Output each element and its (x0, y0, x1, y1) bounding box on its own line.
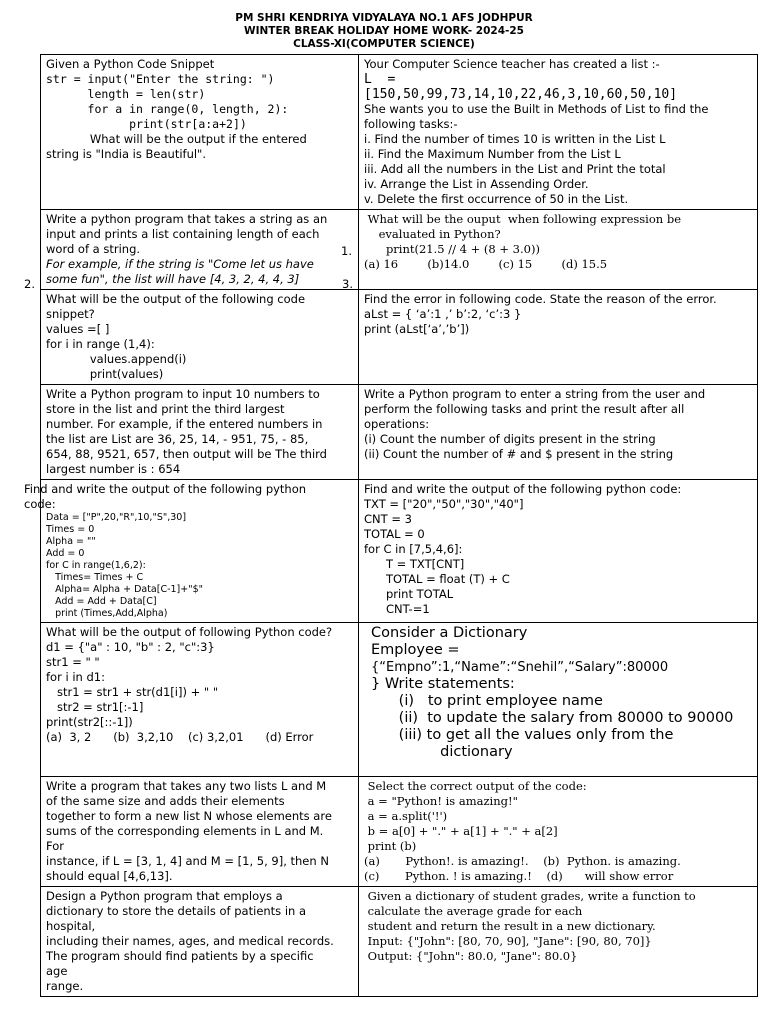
question-cell (359, 210, 758, 290)
question-cell (359, 480, 758, 623)
question-line: She wants you to use the Built in Methods of List to find the (364, 102, 709, 116)
question-line: perform the following tasks and print the result after all (364, 402, 685, 416)
table-row (41, 480, 758, 623)
code-line: values.append(i) (46, 352, 187, 366)
code-line: for C in range(1,6,2): (46, 560, 146, 571)
code-line: values =[ ] (46, 322, 110, 336)
question-line: For (46, 839, 64, 853)
question-line: hospital, (46, 919, 96, 933)
question-cell (41, 887, 359, 997)
question-line: (iii) to get all the values only from the (371, 727, 674, 743)
question-line: Your Computer Science teacher has created a list :- (364, 57, 660, 71)
question-line: v. Delete the first occurrence of 50 in the List. (364, 192, 629, 206)
code-line: TOTAL = float (T) + C (364, 572, 510, 586)
code-line: print (Times,Add,Alpha) (46, 608, 168, 619)
question-line: (ii) to update the salary from 80000 to 90000 (371, 710, 734, 726)
code-line: T = TXT[CNT] (364, 557, 465, 571)
code-line: Output: {"John": 80.0, "Jane": 80.0} (364, 949, 578, 963)
homework-title: WINTER BREAK HOLIDAY HOME WORK- 2024-25 (244, 25, 524, 37)
table-row (41, 777, 758, 887)
table-row (41, 887, 758, 997)
table-row (41, 623, 758, 777)
options-line: (a) 16 (b)14.0 (c) 15 (d) 15.5 (364, 257, 608, 271)
question-cell (41, 290, 359, 385)
question-line: What will be the ouput when following expression be (364, 212, 682, 226)
question-line: age (46, 964, 68, 978)
question-cell (359, 623, 758, 777)
code-line: TXT = ["20","50","30","40"] (364, 497, 524, 511)
question-cell (41, 210, 359, 290)
question-line: word of a string. (46, 242, 141, 256)
question-line: should equal [4,6,13]. (46, 869, 173, 883)
code-line: d1 = {"a" : 10, "b" : 2, "c":3} (46, 640, 215, 654)
table-row (41, 55, 758, 210)
code-line: Times = 0 (46, 524, 95, 535)
question-line: What will be the output of following Python code? (46, 625, 333, 639)
code-line: print(str2[::-1]) (46, 715, 133, 729)
question-cell (359, 887, 758, 997)
question-line: student and return the result in a new dictionary. (364, 919, 656, 933)
question-line: Write a program that takes any two lists L and M (46, 779, 327, 793)
code-line: L = (364, 72, 396, 87)
question-number-1: 1. (341, 244, 352, 258)
question-line: The program should find patients by a specific (46, 949, 314, 963)
question-line: i. Find the number of times 10 is written in the List L (364, 132, 666, 146)
question-line: ii. Find the Maximum Number from the List L (364, 147, 621, 161)
question-line: dictionary to store the details of patients in a (46, 904, 307, 918)
question-line: (i) Count the number of digits present in the string (364, 432, 656, 446)
question-line: Employee = (371, 642, 460, 658)
question-line: including their names, ages, and medical records. (46, 934, 334, 948)
question-line: dictionary (371, 744, 513, 760)
code-line: for C in [7,5,4,6]: (364, 542, 463, 556)
code-line: print (aLst[‘a’,’b’]) (364, 322, 470, 336)
code-line: print (b) (364, 839, 417, 853)
code-line: length = len(str) (46, 87, 206, 101)
code-line: print(21.5 // 4 + (8 + 3.0)) (364, 242, 540, 256)
question-line: Given a dictionary of student grades, write a function to (364, 889, 696, 903)
example-line: For example, if the string is "Come let us have (46, 257, 314, 271)
code-line: for i in range (1,4): (46, 337, 155, 351)
question-cell (24, 480, 359, 623)
code-line: CNT-=1 (364, 602, 430, 616)
question-line: Write a Python program to enter a string from the user and (364, 387, 706, 401)
question-line: Find and write the output of the following python (24, 482, 307, 496)
code-line: {“Empno”:1,“Name”:“Snehil”,“Salary”:80000 (371, 660, 669, 675)
example-line: some fun", the list will have [4, 3, 2, 4, 4, 3] (46, 272, 300, 286)
code-line: str2 = str1[:-1] (46, 700, 144, 714)
question-line: Select the correct output of the code: (364, 779, 587, 793)
question-line: string is "India is Beautiful". (46, 147, 207, 161)
question-line: together to form a new list N whose elements are (46, 809, 332, 823)
code-line: a = "Python! is amazing!" (364, 794, 518, 808)
code-line: CNT = 3 (364, 512, 412, 526)
question-line: calculate the average grade for each (364, 904, 583, 918)
question-line: What will be the output of the following code (46, 292, 306, 306)
question-line: instance, if L = [3, 1, 4] and M = [1, 5, 9], then N (46, 854, 329, 868)
question-cell (41, 55, 359, 210)
table-row (41, 385, 758, 480)
question-line: operations: (364, 417, 430, 431)
options-line: (a) Python!. is amazing!. (b) Python. is amazing. (364, 854, 681, 868)
question-cell (41, 777, 359, 887)
code-line: for i in d1: (46, 670, 105, 684)
question-line: of the same size and adds their elements (46, 794, 285, 808)
question-line: Find and write the output of the following python code: (364, 482, 682, 496)
code-line: b = a[0] + "." + a[1] + "." + a[2] (364, 824, 558, 838)
question-line: Write a Python program to input 10 numbers to (46, 387, 320, 401)
question-cell (359, 777, 758, 887)
code-line: a = a.split('!') (364, 809, 448, 823)
question-line: (i) to print employee name (371, 693, 603, 709)
code-line: [150,50,99,73,14,10,22,46,3,10,60,50,10] (364, 87, 678, 102)
question-line: largest number is : 654 (46, 462, 181, 476)
question-cell (359, 55, 758, 210)
table-row (41, 210, 758, 290)
question-cell (359, 385, 758, 480)
document-header (0, 12, 768, 51)
question-line: evaluated in Python? (364, 227, 501, 241)
question-line: Consider a Dictionary (371, 625, 528, 641)
question-line: Find the error in following code. State the reason of the error. (364, 292, 717, 306)
code-line: Alpha= Alpha + Data[C-1]+"$" (46, 584, 204, 595)
question-line: input and prints a list containing length of each (46, 227, 320, 241)
table-row (41, 290, 758, 385)
question-line: store in the list and print the third largest (46, 402, 285, 416)
code-line: Alpha = "" (46, 536, 96, 547)
question-line: iv. Arrange the List in Assending Order. (364, 177, 589, 191)
code-line: str = input("Enter the string: ") (46, 72, 275, 86)
question-line: Given a Python Code Snippet (46, 57, 215, 71)
code-line: Data = ["P",20,"R",10,"S",30] (46, 512, 187, 523)
question-line: following tasks:- (364, 117, 458, 131)
code-line: Add = Add + Data[C] (46, 596, 157, 607)
code-line: for a in range(0, length, 2): (46, 102, 289, 116)
code-line: Times= Times + C (46, 572, 144, 583)
code-line: str1 = " " (46, 655, 100, 669)
code-line: Add = 0 (46, 548, 85, 559)
code-line: print(values) (46, 367, 164, 381)
code-line: aLst = { ‘a’:1 ,’ b’:2, ‘c’:3 } (364, 307, 522, 321)
question-line: Design a Python program that employs a (46, 889, 283, 903)
code-line: str1 = str1 + str(d1[i]) + " " (46, 685, 219, 699)
question-line: iii. Add all the numbers in the List and Print the total (364, 162, 666, 176)
question-line: the list are List are 36, 25, 14, - 951, 75, - 85, (46, 432, 309, 446)
code-line: Input: {"John": [80, 70, 90], "Jane": [90, 80, 70]} (364, 934, 652, 948)
question-number-3: 3. (342, 277, 353, 291)
question-line: snippet? (46, 307, 95, 321)
code-line: print(str[a:a+2]) (46, 117, 247, 131)
question-cell (41, 385, 359, 480)
homework-table (24, 54, 758, 997)
school-name: PM SHRI KENDRIYA VIDYALAYA NO.1 AFS JODHPUR (235, 12, 533, 24)
question-line: number. For example, if the entered numbers in (46, 417, 323, 431)
question-cell (41, 623, 359, 777)
question-number-2: 2. (24, 277, 35, 291)
code-line: print TOTAL (364, 587, 454, 601)
question-line: 654, 88, 9521, 657, then output will be The third (46, 447, 327, 461)
question-line: } Write statements: (371, 676, 515, 692)
code-line: TOTAL = 0 (364, 527, 425, 541)
question-line: range. (46, 979, 84, 993)
options-line: (c) Python. ! is amazing.! (d) will show error (364, 869, 674, 883)
question-line: sums of the corresponding elements in L and M. (46, 824, 324, 838)
class-label: CLASS-XI(COMPUTER SCIENCE) (293, 38, 475, 50)
question-line: code: (24, 497, 56, 511)
question-cell (359, 290, 758, 385)
question-line: Write a python program that takes a string as an (46, 212, 328, 226)
question-line: What will be the output if the entered (46, 132, 307, 146)
options-line: (a) 3, 2 (b) 3,2,10 (c) 3,2,01 (d) Error (46, 730, 314, 744)
question-line: (ii) Count the number of # and $ present in the string (364, 447, 674, 461)
